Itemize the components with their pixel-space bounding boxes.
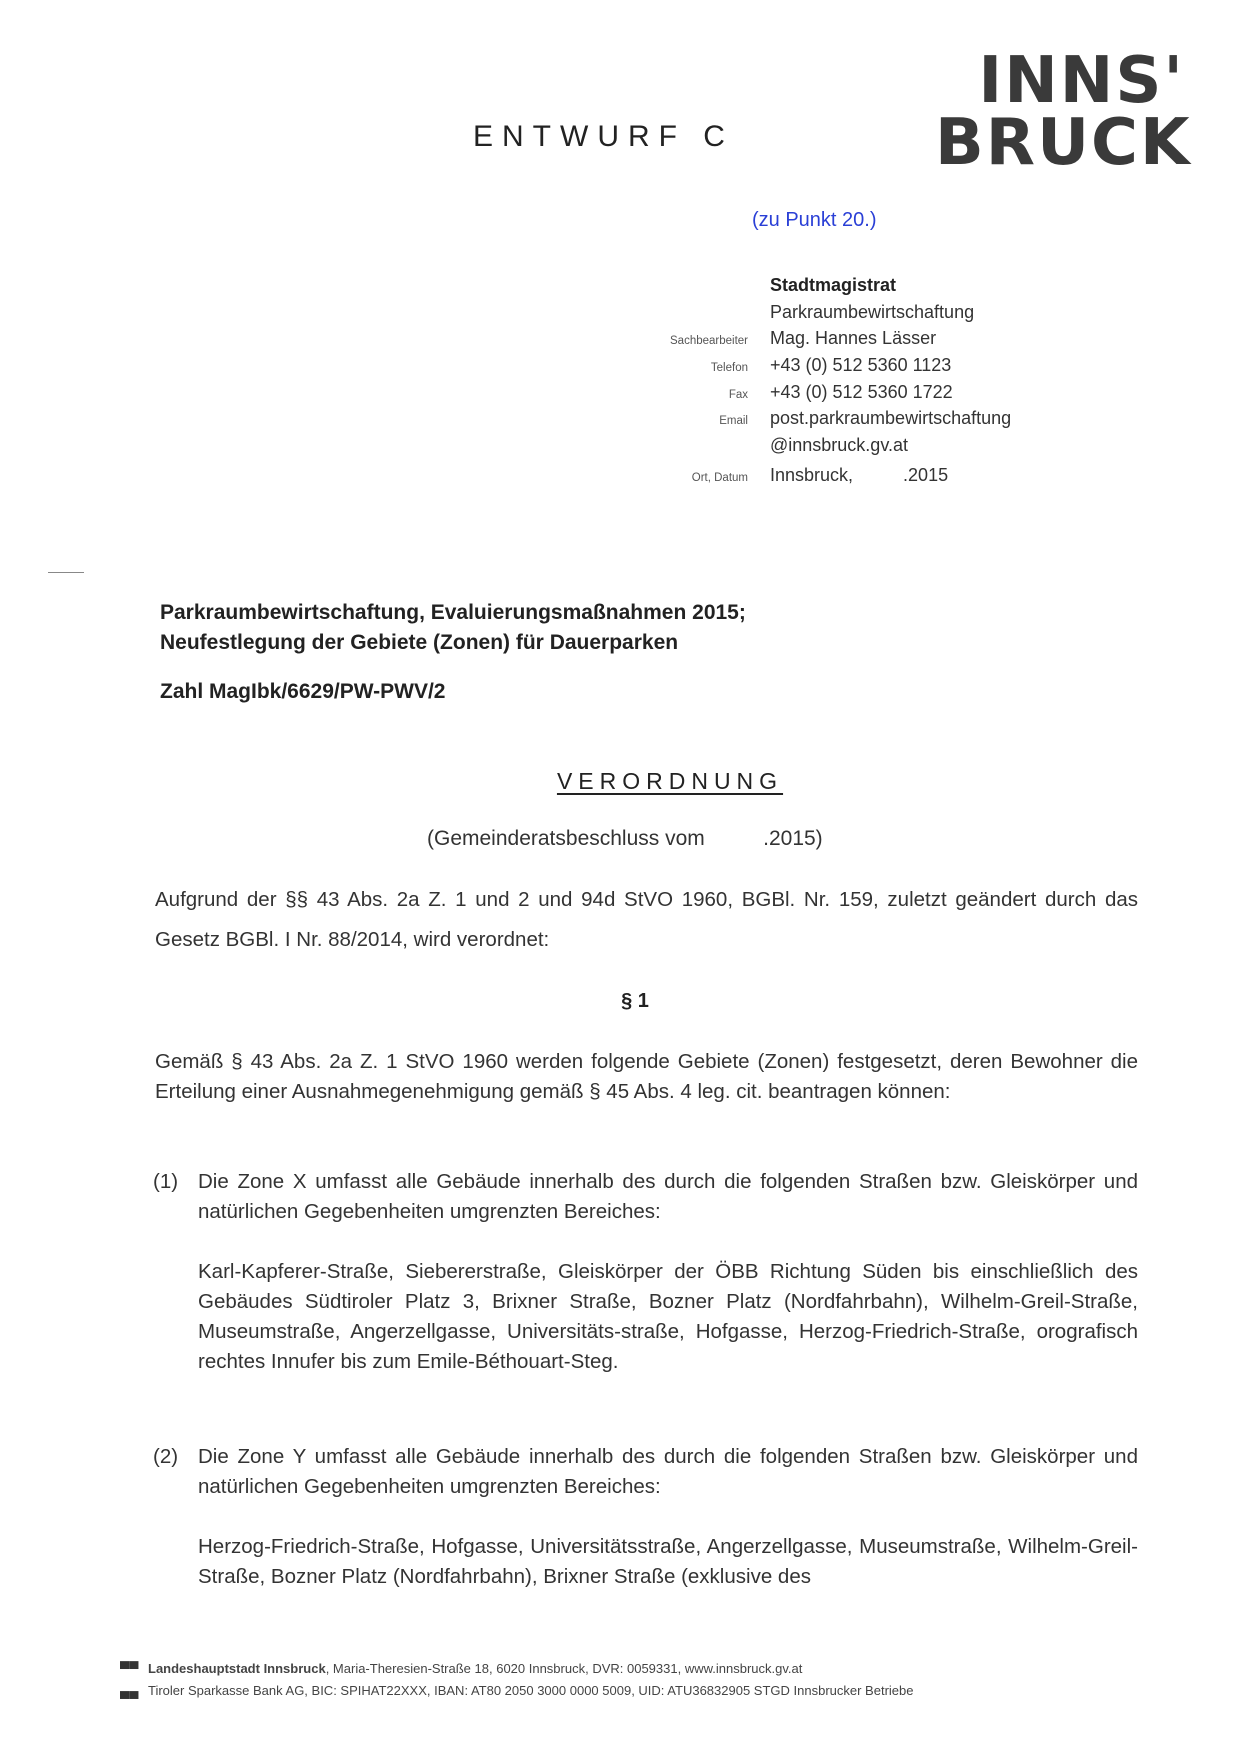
contact-value: Innsbruck, .2015 xyxy=(770,465,949,485)
legal-basis-paragraph: Aufgrund der §§ 43 Abs. 2a Z. 1 und 2 und 94d StVO 1960, BGBl. Nr. 159, zuletzt geändert durch das Gesetz BGBl. I Nr. 88/2014, wird verordnet: xyxy=(155,888,1138,951)
city-emblem-icon: ▄▄ xyxy=(120,1683,139,1698)
resolution-line: (Gemeinderatsbeschluss vom .2015) xyxy=(427,827,823,850)
zone-item-number: (2) xyxy=(153,1445,179,1468)
contact-row xyxy=(600,355,1120,382)
reference-number: Zahl MagIbk/6629/PW-PWV/2 xyxy=(160,680,446,703)
office-name: Stadtmagistrat xyxy=(770,275,897,295)
zone-item-number: (1) xyxy=(153,1170,179,1193)
contact-row xyxy=(600,408,1120,435)
contact-row xyxy=(600,465,1120,492)
subject xyxy=(160,598,746,658)
contact-row xyxy=(600,328,1120,355)
contact-office-row xyxy=(600,275,1120,302)
contact-label: Fax xyxy=(728,389,748,401)
contact-label: Email xyxy=(719,415,748,427)
document-title xyxy=(0,768,1240,795)
zone-item-streets: Herzog-Friedrich-Straße, Hofgasse, Universitätsstraße, Angerzellgasse, Museumstraße, Wilhelm-Greil-Straße, Bozner Platz (Nordfahrbahn), Brixner Straße (exklusive des xyxy=(198,1535,1138,1588)
subject-line-2: Neufestlegung der Gebiete (Zonen) für Dauerparken xyxy=(160,631,679,654)
contact-value: post.parkraumbewirtschaftung xyxy=(770,408,1012,428)
contact-label: Telefon xyxy=(710,362,748,374)
innsbruck-logo: INNS' BRUCK xyxy=(935,44,1192,180)
zone-item-text: Die Zone Y umfasst alle Gebäude innerhalb des durch die folgenden Straßen bzw. Gleiskörper und natürlichen Gegebenheiten umgrenzten Bereiches: xyxy=(198,1445,1138,1498)
subject-line-1: Parkraumbewirtschaftung, Evaluierungsmaßnahmen 2015; xyxy=(160,601,746,624)
contact-row xyxy=(600,382,1120,409)
zone-item-streets: Karl-Kapferer-Straße, Siebererstraße, Gleiskörper der ÖBB Richtung Süden bis einschließlich des Gebäudes Südtiroler Platz 3, Brixner Straße, Bozner Platz (Nordfahrbahn), Wilhelm-Greil-Straße, Museumstraße, Angerzellgasse, Universitäts-straße, Hofgasse, Herzog-Friedrich-Straße, orografisch rechtes Innufer bis zum Emile-Béthouart-Steg. xyxy=(198,1260,1138,1373)
draft-label: ENTWURF C xyxy=(473,120,734,153)
document-title-text: VERORDNUNG xyxy=(556,768,784,794)
contact-label: Ort, Datum xyxy=(691,472,748,484)
zone-item xyxy=(153,1442,1138,1602)
contact-value: Mag. Hannes Lässer xyxy=(770,328,937,348)
contact-department-row xyxy=(600,302,1120,329)
fold-mark xyxy=(48,572,84,573)
item-reference: (zu Punkt 20.) xyxy=(752,209,877,231)
footer-address-text: , Maria-Theresien-Straße 18, 6020 Innsbruck, DVR: 0059331, www.innsbruck.gv.at xyxy=(325,1661,803,1676)
city-emblem-icon: ▀▀ xyxy=(120,1661,139,1676)
footer-bank xyxy=(120,1683,1120,1698)
department-name: Parkraumbewirtschaftung xyxy=(770,302,975,322)
zone-item xyxy=(153,1167,1138,1427)
contact-value: @innsbruck.gv.at xyxy=(770,435,908,455)
section-heading: § 1 xyxy=(621,990,649,1012)
footer-org: Landeshauptstadt Innsbruck xyxy=(148,1661,326,1676)
footer-bank-text: Tiroler Sparkasse Bank AG, BIC: SPIHAT22XXX, IBAN: AT80 2050 3000 0000 5009, UID: ATU36832905 STGD Innsbrucker Betriebe xyxy=(148,1683,914,1698)
contact-value: +43 (0) 512 5360 1722 xyxy=(770,382,953,402)
contact-label: Sachbearbeiter xyxy=(670,335,748,347)
contact-value: +43 (0) 512 5360 1123 xyxy=(770,355,952,375)
contact-row xyxy=(600,435,1120,462)
zone-item-text: Die Zone X umfasst alle Gebäude innerhalb des durch die folgenden Straßen bzw. Gleiskörper und natürlichen Gegebenheiten umgrenzten Bereiches: xyxy=(198,1170,1138,1223)
footer-address xyxy=(120,1661,1120,1676)
section-paragraph: Gemäß § 43 Abs. 2a Z. 1 StVO 1960 werden folgende Gebiete (Zonen) festgesetzt, deren Bewohner die Erteilung einer Ausnahmegenehmigung gemäß § 45 Abs. 4 leg. cit. beantragen können: xyxy=(155,1050,1138,1103)
